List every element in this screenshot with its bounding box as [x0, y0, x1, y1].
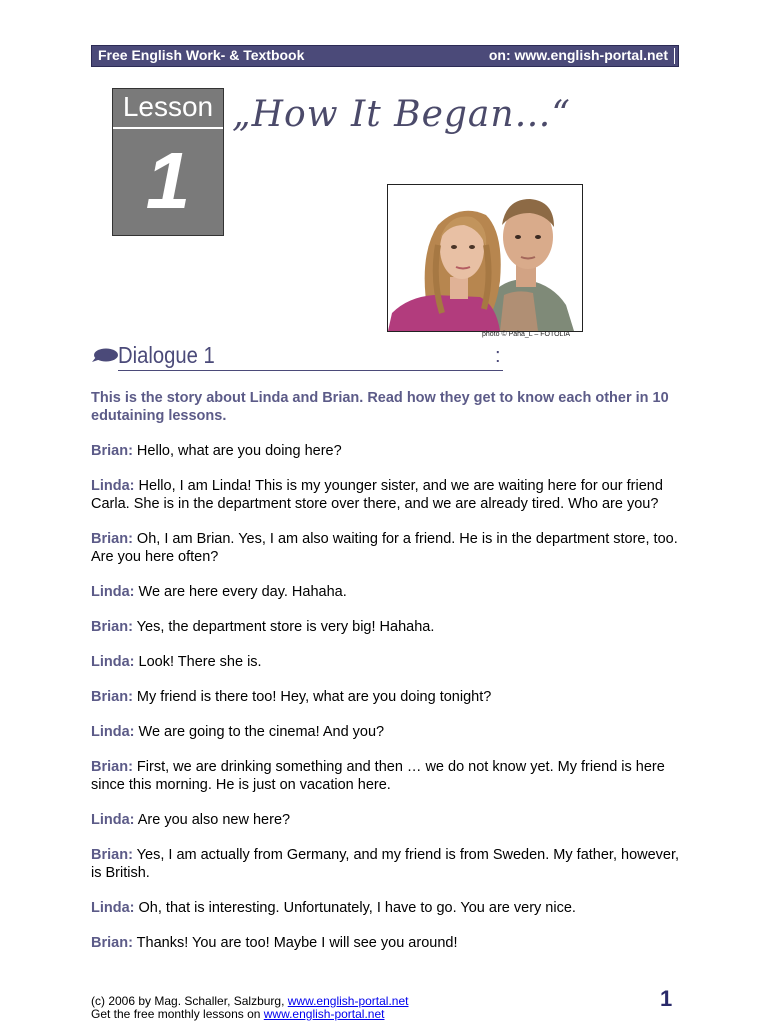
- lesson-divider: [113, 127, 223, 129]
- dialogue-turn: [91, 811, 681, 829]
- footer-subscribe-text: Get the free monthly lessons on: [91, 1007, 264, 1021]
- footer-copyright-text: (c) 2006 by Mag. Schaller, Salzburg,: [91, 994, 288, 1008]
- speech-text: Yes, I am actually from Germany, and my friend is from Sweden. My father, however, is British.: [91, 847, 680, 881]
- dialogue-turn: [91, 477, 681, 513]
- dialogue-turn: [91, 442, 681, 460]
- speaker-name: Brian:: [91, 531, 133, 547]
- speech-text: Look! There she is.: [134, 654, 262, 670]
- speech-text: First, we are drinking something and then … we do not know yet. My friend is here since this morning. He is just on vacation here.: [91, 759, 665, 793]
- speaker-name: Brian:: [91, 443, 133, 459]
- speaker-name: Linda:: [91, 654, 135, 670]
- dialogue-turn: [91, 934, 681, 952]
- dialogue-turn: [91, 688, 681, 706]
- dialogue-turn: [91, 530, 681, 566]
- header-title: Free English Work- & Textbook: [98, 47, 305, 63]
- dialogue-turn: [91, 618, 681, 636]
- dialogue-body: [91, 442, 681, 969]
- dialogue-turn: [91, 846, 681, 882]
- dialogue-colon: :: [495, 345, 501, 367]
- footer-link-1[interactable]: www.english-portal.net: [287, 994, 409, 1008]
- header-website: on: www.english-portal.net: [488, 47, 668, 63]
- dialogue-turn: [91, 583, 681, 601]
- speech-text: Oh, that is interesting. Unfortunately, I have to go. You are very nice.: [134, 900, 576, 916]
- speaker-name: Linda:: [91, 478, 135, 494]
- lesson-badge: [112, 88, 224, 236]
- lesson-title: „How It Began…“: [232, 94, 571, 135]
- speech-text: Yes, the department store is very big! Hahaha.: [132, 619, 435, 635]
- photo-credit: photo © Paha_L – FOTOLIA: [482, 331, 571, 338]
- footer: [91, 995, 409, 1021]
- speech-text: We are here every day. Hahaha.: [134, 584, 347, 600]
- lesson-number: 1: [145, 136, 191, 225]
- speaker-name: Brian:: [91, 935, 133, 951]
- speaker-name: Linda:: [91, 584, 135, 600]
- dialogue-turn: [91, 899, 681, 917]
- speech-text: Oh, I am Brian. Yes, I am also waiting for a friend. He is in the department store, too. Are you here often?: [91, 531, 678, 565]
- speaker-name: Linda:: [91, 812, 135, 828]
- speaker-name: Brian:: [91, 759, 133, 775]
- speech-text: Hello, what are you doing here?: [132, 443, 342, 459]
- dialogue-turn: [91, 723, 681, 741]
- speech-text: My friend is there too! Hey, what are you doing tonight?: [132, 689, 492, 705]
- speaker-name: Brian:: [91, 689, 133, 705]
- dialogue-heading-underline: [118, 370, 503, 371]
- couple-photo: [387, 184, 583, 332]
- dialogue-turn: [91, 653, 681, 671]
- lesson-word: Lesson: [122, 91, 214, 122]
- footer-link-2[interactable]: www.english-portal.net: [263, 1007, 385, 1021]
- dialogue-heading: Dialogue 1: [118, 342, 215, 368]
- footer-subscribe: [91, 1008, 409, 1021]
- speech-text: Thanks! You are too! Maybe I will see you around!: [132, 935, 458, 951]
- speech-text: Are you also new here?: [134, 812, 291, 828]
- speaker-name: Brian:: [91, 847, 133, 863]
- speaker-name: Brian:: [91, 619, 133, 635]
- speaker-name: Linda:: [91, 724, 135, 740]
- page-number: 1: [660, 986, 673, 1011]
- speaker-name: Linda:: [91, 900, 135, 916]
- couple-photo-illustration: [388, 185, 582, 331]
- header-divider: [674, 48, 675, 64]
- speech-text: Hello, I am Linda! This is my younger sister, and we are waiting here for our friend Carla. She is in the department store over there, and we are already tired. Who are you?: [91, 478, 663, 512]
- dialogue-intro: This is the story about Linda and Brian. Read how they get to know each other in 10 edutaining lessons.: [91, 390, 669, 424]
- header-bar: [91, 45, 679, 67]
- dialogue-turn: [91, 758, 681, 794]
- speech-text: We are going to the cinema! And you?: [134, 724, 385, 740]
- speech-bubble-icon: [92, 347, 118, 363]
